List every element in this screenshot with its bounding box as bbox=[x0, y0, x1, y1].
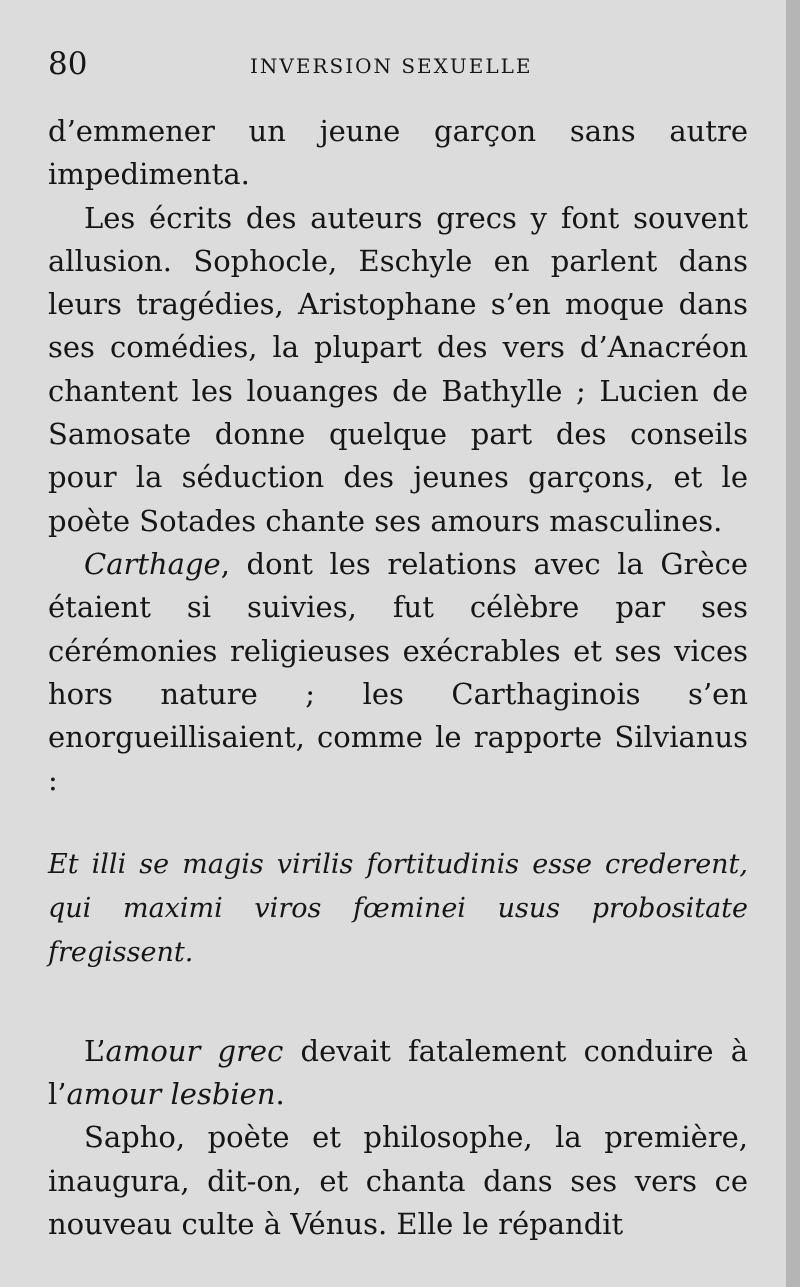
paragraph-carthage-text: , dont les relations avec la Grèce étaient si suivies, fut célèbre par ses cérémonies religieuses exécrables et ses vices hors nature ; les Carthaginois s’en enorgueillisaient, comme le rapporte Silvianus : bbox=[48, 546, 748, 798]
amour-lesbien-emphasis: amour lesbien bbox=[66, 1077, 276, 1112]
amour-grec-end: . bbox=[275, 1077, 285, 1112]
page-edge-shadow bbox=[786, 0, 800, 1287]
page-body bbox=[48, 110, 748, 1246]
page-number: 80 bbox=[48, 46, 88, 82]
running-title: INVERSION SEXUELLE bbox=[250, 54, 533, 78]
page-header bbox=[48, 42, 758, 86]
amour-grec-middle: devait fatalement conduire à l’ bbox=[48, 1033, 748, 1112]
paragraph-carthage bbox=[48, 543, 748, 803]
carthage-emphasis: Carthage bbox=[84, 546, 221, 581]
paragraph-continuation: d’emmener un jeune garçon sans autre impedimenta. bbox=[48, 114, 748, 192]
paragraph-greek-authors: Les écrits des auteurs grecs y font souvent allusion. Sophocle, Eschyle en parlent dans leurs tragédies, Aristophane s’en moque dans ses comédies, la plupart des vers d’Anacréon chantent les louanges de Bathylle ; Lucien de Samosate donne quelque part des conseils pour la séduction des jeunes garçons, et le poète Sotades chante ses amours masculines. bbox=[48, 200, 748, 538]
latin-quote: Et illi se magis virilis fortitudinis esse crederent, qui maximi viros fœminei usus probositate fregissent. bbox=[48, 848, 748, 968]
amour-grec-prefix: L’ bbox=[84, 1033, 106, 1068]
amour-grec-emphasis: amour grec bbox=[105, 1033, 284, 1068]
paragraph-amour-grec bbox=[48, 1030, 748, 1117]
paragraph-sapho: Sapho, poète et philosophe, la première, inaugura, dit-on, et chanta dans ses vers ce nouveau culte à Vénus. Elle le répandit bbox=[48, 1120, 748, 1241]
latin-quote-block bbox=[48, 843, 748, 975]
